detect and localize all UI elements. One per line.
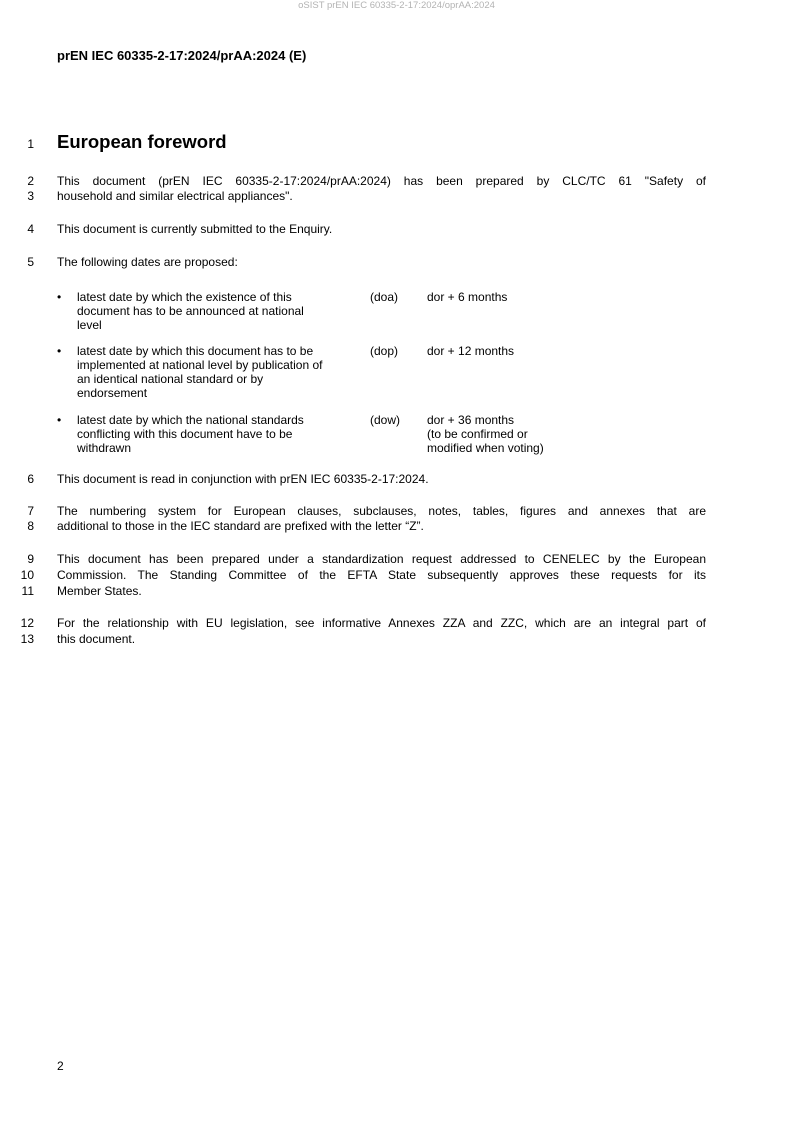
line-number: 4 — [27, 222, 34, 236]
watermark: oSIST prEN IEC 60335-2-17:2024/oprAA:2024 — [298, 0, 495, 11]
paragraph-line: This document (prEN IEC 60335-2-17:2024/prAA:2024) has been prepared by CLC/TC 61 "Safety of — [57, 174, 706, 188]
date-item-code: (dow) — [370, 413, 401, 427]
paragraph-line: The following dates are proposed: — [57, 255, 238, 269]
date-item-description: latest date by which the national standards conflicting with this document have to be withdrawn — [77, 413, 304, 455]
paragraph-line: This document is read in conjunction with prEN IEC 60335-2-17:2024. — [57, 472, 429, 486]
date-item-value: dor + 6 months — [427, 290, 508, 304]
line-number: 6 — [27, 472, 34, 486]
date-item-value: dor + 36 months (to be confirmed or modified when voting) — [427, 413, 544, 455]
date-item-description: latest date by which the existence of this document has to be announced at national level — [77, 290, 304, 332]
paragraph-line: This document is currently submitted to the Enquiry. — [57, 222, 333, 236]
paragraph-line: This document has been prepared under a standardization request addressed to CENELEC by the European — [57, 552, 706, 566]
page-number: 2 — [57, 1059, 64, 1073]
line-number: 1 — [27, 137, 34, 151]
bullet: • — [57, 413, 62, 427]
line-number: 3 — [27, 189, 34, 203]
paragraph-line: Member States. — [57, 584, 142, 598]
line-number: 2 — [27, 174, 34, 188]
line-number: 5 — [27, 255, 34, 269]
bullet: • — [57, 344, 62, 358]
date-item-description: latest date by which this document has to be implemented at national level by publication of an identical national standard or by endorsement — [77, 344, 323, 400]
line-number: 7 — [27, 504, 34, 518]
date-item-value: dor + 12 months — [427, 344, 515, 358]
paragraph-line: For the relationship with EU legislation, see informative Annexes ZZA and ZZC, which are an integral part of — [57, 616, 706, 630]
line-number: 12 — [20, 616, 34, 630]
line-number: 10 — [20, 568, 34, 582]
line-number: 11 — [21, 584, 34, 598]
line-number: 13 — [20, 632, 34, 646]
date-item-code: (dop) — [370, 344, 399, 358]
paragraph-line: Commission. The Standing Committee of the EFTA State subsequently approves these requests for its — [57, 568, 706, 582]
paragraph-line: The numbering system for European clauses, subclauses, notes, tables, figures and annexes that are — [57, 504, 706, 518]
paragraph-line: additional to those in the IEC standard are prefixed with the letter “Z”. — [57, 519, 424, 533]
paragraph-line: this document. — [57, 632, 136, 646]
date-item-code: (doa) — [370, 290, 399, 304]
line-number: 8 — [27, 519, 34, 533]
section-title: European foreword — [57, 131, 227, 152]
paragraph-line: household and similar electrical appliances". — [57, 189, 293, 203]
document-header: prEN IEC 60335-2-17:2024/prAA:2024 (E) — [57, 48, 307, 63]
line-number: 9 — [27, 552, 34, 566]
bullet: • — [57, 290, 62, 304]
